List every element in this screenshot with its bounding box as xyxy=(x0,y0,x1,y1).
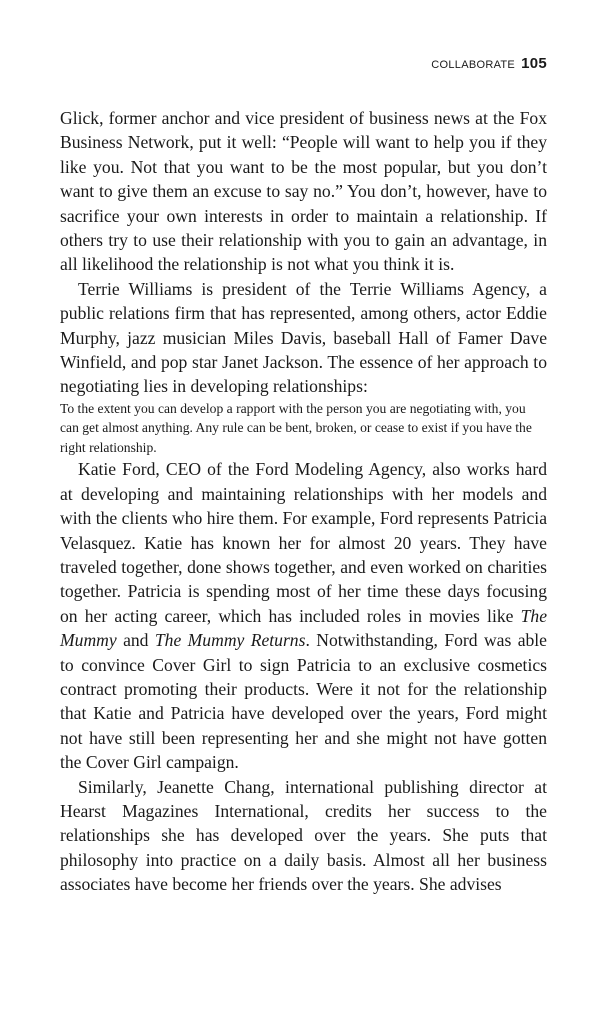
paragraph-3-text-a: Katie Ford, CEO of the Ford Modeling Agency, also works hard at developing and maintaining relationships with her models and with the clients who hire them. For example, Ford represents Patricia Velasquez. Katie has known her for almost 20 years. They have traveled together, done shows together, and even worked on charities together. Patricia is spending most of her time these days focusing on her acting career, which has included roles in movies like xyxy=(60,459,547,626)
page-number: 105 xyxy=(521,55,547,72)
paragraph-3-text-c: . Notwithstanding, Ford was able to convince Cover Girl to sign Patricia to an exclusive cosmetics contract promoting their products. Were it not for the relationship that Katie and Patricia have developed over the years, Ford might not have still been representing her and she might not have gotten the Cover Girl campaign. xyxy=(60,630,547,773)
block-quote: To the extent you can develop a rapport with the person you are negotiating with, you can get almost anything. Any rule can be bent, broken, or cease to exist if you have the right relationship. xyxy=(60,400,532,455)
paragraph-4: Similarly, Jeanette Chang, international publishing director at Hearst Magazines International, credits her success to the relationships she has developed over the years. She puts that philosophy into practice on a daily basis. Almost all her business associates have become her friends over the years. She advises xyxy=(60,776,547,895)
paragraph-1: Glick, former anchor and vice president of business news at the Fox Business Network, put it well: “People will want to help you if they like you. Not that you want to be the most popular, but you don’t want to give them an excuse to say no.” You don’t, however, have to sacrifice your own interests in order to maintain a relationship. If others try to use their relationship with you to gain an advantage, in all likelihood the relationship is not what you think it is. xyxy=(60,108,547,275)
section-title: COLLABORATE xyxy=(431,59,516,71)
paragraph-2: Terrie Williams is president of the Terrie Williams Agency, a public relations firm that has represented, among others, actor Eddie Murphy, jazz musician Miles Davis, baseball Hall of Famer Dave Winfield, and pop star Janet Jackson. The essence of her approach to negotiating lies in developing relationships: xyxy=(60,278,547,397)
body-text xyxy=(60,106,547,897)
running-head xyxy=(431,55,547,72)
paragraph-3-text-b: and xyxy=(116,630,155,651)
movie-title-2: The Mummy Returns xyxy=(154,630,306,651)
paragraph-3 xyxy=(60,457,547,774)
movie-title-1: The Mummy xyxy=(60,605,547,651)
